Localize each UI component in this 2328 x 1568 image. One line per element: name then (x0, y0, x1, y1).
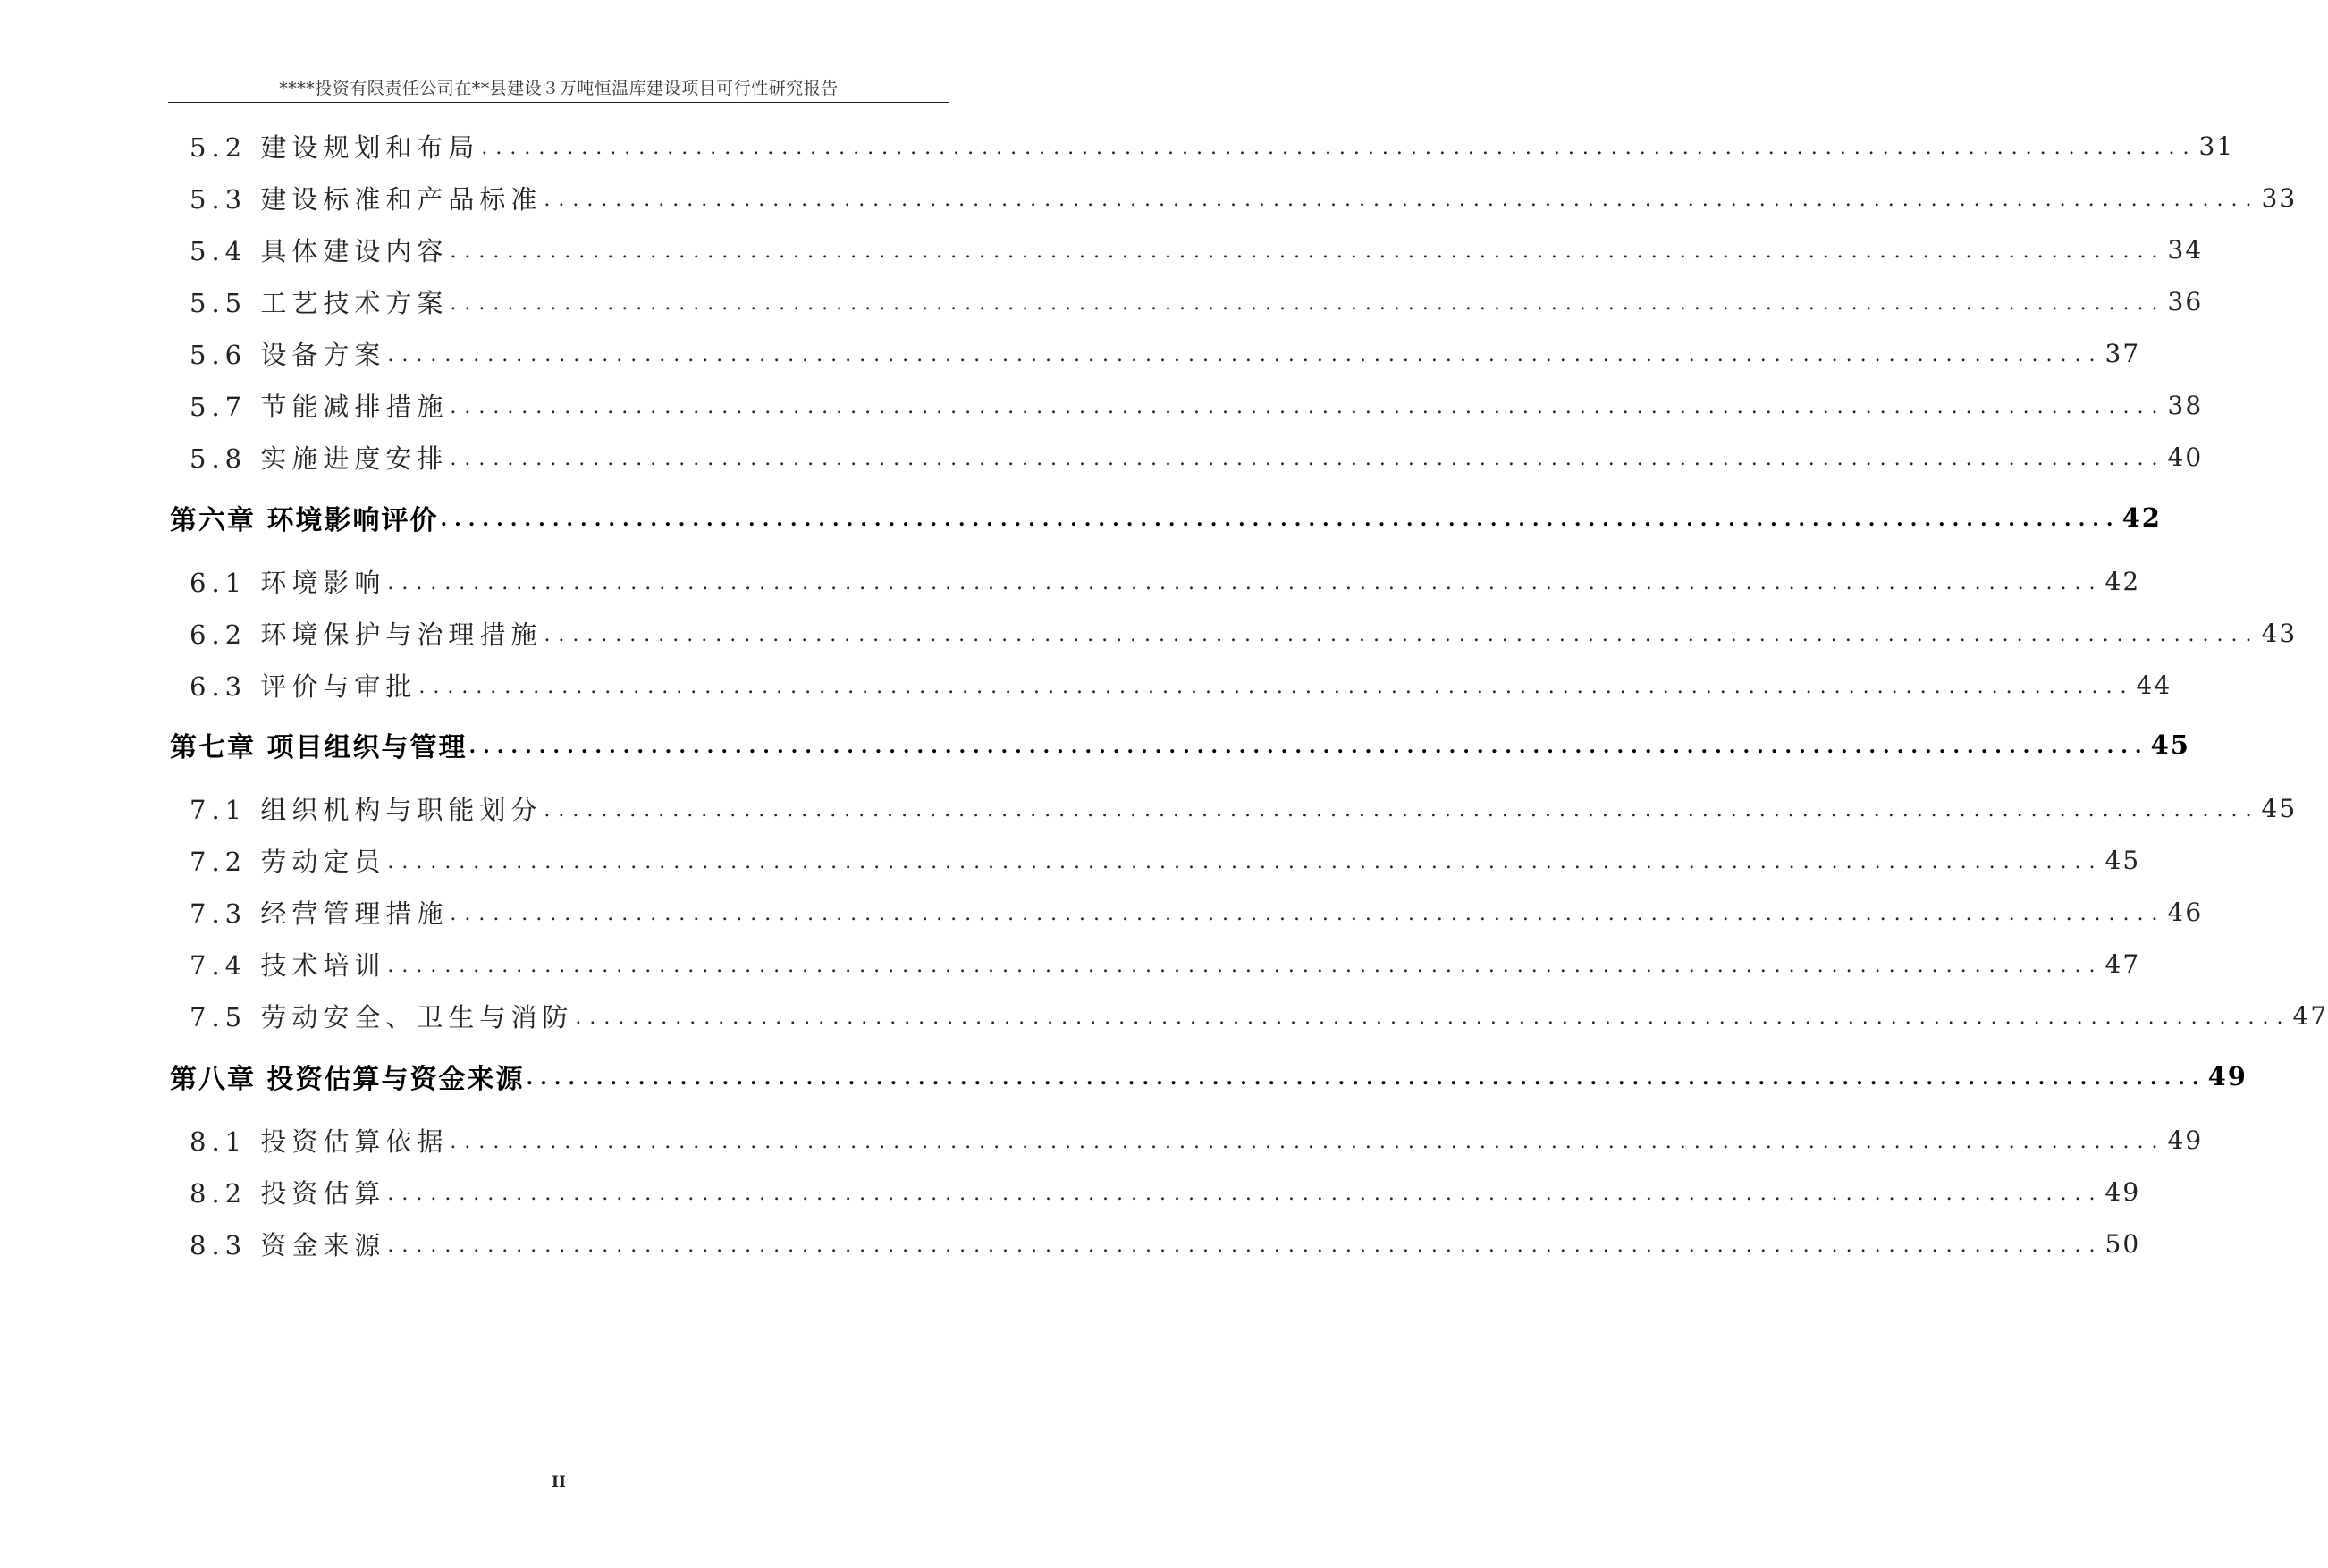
toc-entry-label: 7.5 劳动安全、卫生与消防 (190, 1001, 574, 1033)
toc-leader-dots: ........................................................................................................................ (544, 798, 2260, 822)
toc-page-number: 42 (2121, 502, 2162, 533)
toc-page-number: 42 (2104, 566, 2141, 596)
toc-section-entry[interactable] (190, 891, 2204, 932)
toc-entry-label: 5.5 工艺技术方案 (190, 287, 449, 318)
toc-section-entry[interactable] (190, 839, 2141, 881)
toc-page-number: 46 (2167, 897, 2204, 927)
toc-entry-label: 7.2 劳动定员 (190, 846, 386, 877)
toc-entry-label: 7.1 组织机构与职能划分 (190, 794, 543, 825)
toc-page-number: 33 (2261, 182, 2298, 213)
toc-page-number: 47 (2292, 1000, 2328, 1031)
toc-leader-dots: ........................................................................................................................ (450, 447, 2166, 470)
toc-section-entry[interactable] (190, 333, 2141, 374)
toc-leader-dots: ........................................................................................................................ (468, 735, 2149, 758)
toc-section-entry[interactable] (190, 788, 2298, 829)
toc-section-entry[interactable] (190, 384, 2204, 426)
toc-section-entry[interactable] (190, 1223, 2141, 1264)
toc-entry-label: 5.2 建设规划和布局 (190, 131, 480, 163)
toc-page-number: 49 (2104, 1176, 2141, 1207)
toc-entry-label: 5.4 具体建设内容 (190, 235, 449, 266)
toc-page-number: 43 (2261, 618, 2298, 648)
toc-leader-dots: ........................................................................................................................ (544, 623, 2260, 646)
toc-page-number: 49 (2167, 1125, 2204, 1155)
toc-leader-dots: ........................................................................................................................ (526, 1066, 2206, 1090)
toc-page-number: 36 (2167, 286, 2204, 316)
toc-section-entry[interactable] (190, 1119, 2204, 1160)
header-divider (168, 102, 949, 103)
toc-entry-label: 7.4 技术培训 (190, 949, 386, 981)
toc-leader-dots: ........................................................................................................................ (450, 902, 2166, 925)
toc-page-number: 31 (2198, 131, 2235, 161)
toc-chapter-entry[interactable] (170, 497, 2162, 538)
toc-section-entry[interactable] (190, 561, 2141, 602)
toc-section-entry[interactable] (190, 229, 2204, 270)
toc-leader-dots: ........................................................................................................................ (387, 571, 2104, 594)
toc-section-entry[interactable] (190, 125, 2235, 166)
toc-page-number: 49 (2207, 1061, 2248, 1092)
toc-entry-label: 7.3 经营管理措施 (190, 898, 449, 929)
toc-section-entry[interactable] (190, 177, 2298, 218)
toc-leader-dots: ........................................................................................................................ (575, 1006, 2291, 1029)
toc-section-entry[interactable] (190, 995, 2328, 1036)
toc-leader-dots: ........................................................................................................................ (440, 508, 2121, 531)
toc-section-entry[interactable] (190, 664, 2172, 705)
toc-leader-dots: ........................................................................................................................ (387, 850, 2104, 873)
toc-entry-label: 8.2 投资估算 (190, 1177, 386, 1209)
toc-entry-label: 5.6 设备方案 (190, 339, 386, 370)
toc-entry-label: 第八章 投资估算与资金来源 (170, 1064, 525, 1095)
document-title: ****投资有限责任公司在**县建设３万吨恒温库建设项目可行性研究报告 (279, 79, 839, 98)
toc-section-entry[interactable] (190, 1171, 2141, 1212)
toc-page-number: 34 (2167, 234, 2204, 265)
toc-section-entry[interactable] (190, 436, 2204, 477)
toc-entry-label: 第七章 项目组织与管理 (170, 732, 468, 763)
toc-entry-label: 6.2 环境保护与治理措施 (190, 619, 543, 650)
toc-leader-dots: ........................................................................................................................ (387, 343, 2104, 367)
toc-entry-label: 5.3 建设标准和产品标准 (190, 183, 543, 215)
toc-page-number: 40 (2167, 442, 2204, 472)
toc-leader-dots: ........................................................................................................................ (450, 395, 2166, 418)
toc-leader-dots: ........................................................................................................................ (450, 1130, 2166, 1153)
page-number: II (552, 1473, 566, 1491)
toc-section-entry[interactable] (190, 943, 2141, 984)
toc-page-number: 50 (2104, 1228, 2141, 1259)
toc-page-number: 37 (2104, 338, 2141, 368)
toc-leader-dots: ........................................................................................................................ (481, 136, 2197, 159)
toc-leader-dots: ........................................................................................................................ (450, 240, 2166, 263)
toc-chapter-entry[interactable] (170, 724, 2190, 765)
toc-section-entry[interactable] (190, 612, 2298, 653)
toc-entry-label: 8.3 资金来源 (190, 1229, 386, 1260)
toc-page-number: 45 (2150, 729, 2190, 760)
toc-page-number: 44 (2136, 670, 2172, 700)
toc-section-entry[interactable] (190, 281, 2204, 322)
toc-page-number: 45 (2104, 845, 2141, 875)
toc-leader-dots: ........................................................................................................................ (418, 675, 2135, 698)
toc-entry-label: 8.1 投资估算依据 (190, 1125, 449, 1157)
toc-entry-label: 5.7 节能减排措施 (190, 391, 449, 422)
toc-leader-dots: ........................................................................................................................ (387, 954, 2104, 977)
toc-leader-dots: ........................................................................................................................ (387, 1234, 2104, 1257)
toc-page-number: 45 (2261, 793, 2298, 823)
toc-entry-label: 第六章 环境影响评价 (170, 505, 439, 536)
toc-entry-label: 6.1 环境影响 (190, 567, 386, 598)
toc-leader-dots: ........................................................................................................................ (450, 291, 2166, 315)
toc-leader-dots: ........................................................................................................................ (387, 1182, 2104, 1205)
toc-chapter-entry[interactable] (170, 1056, 2248, 1097)
toc-entry-label: 6.3 评价与审批 (190, 670, 418, 702)
toc-page-number: 38 (2167, 390, 2204, 420)
toc-entry-label: 5.8 实施进度安排 (190, 443, 449, 474)
toc-page-number: 47 (2104, 948, 2141, 979)
toc-leader-dots: ........................................................................................................................ (544, 188, 2260, 211)
